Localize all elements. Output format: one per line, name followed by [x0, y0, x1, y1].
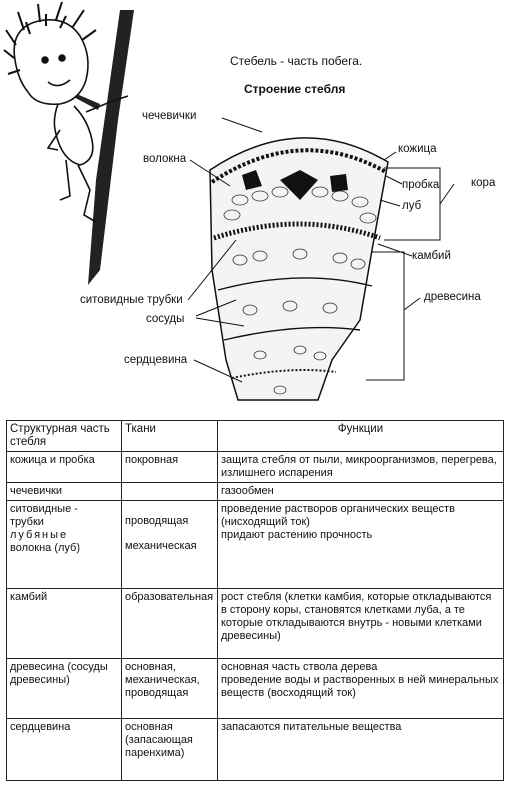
cell-tissue: образовательная [122, 589, 218, 659]
label-cambium: камбий [412, 250, 451, 262]
header-tissues: Ткани [122, 421, 218, 452]
label-wood: древесина [424, 291, 481, 303]
cell-function-line: основная часть ствола дерева [221, 661, 378, 673]
cell-tissue: основная, механическая, проводящая [122, 659, 218, 719]
label-pith: сердцевина [124, 354, 188, 366]
cell-part: древесина (сосуды древесины) [7, 659, 122, 719]
label-fibers: волокна [143, 153, 187, 165]
cell-part: сердцевина [7, 719, 122, 781]
table-header-row [7, 421, 504, 452]
cell-part [7, 501, 122, 589]
cell-function-line: придают растению прочность [221, 529, 373, 541]
cell-part: камбий [7, 589, 122, 659]
label-bast: луб [402, 200, 422, 212]
cell-part-line: волокна (луб) [10, 542, 80, 554]
cell-function-line: проведение воды и растворенных в ней минеральных веществ (восходящий ток) [221, 674, 499, 699]
cell-part: кожица и пробка [7, 452, 122, 483]
header-structural-part: Структурная часть стебля [7, 421, 122, 452]
branch-drawing [88, 10, 134, 285]
label-skin: кожица [398, 143, 437, 155]
cell-function [218, 501, 504, 589]
figure-subtitle: Строение стебля [244, 82, 346, 96]
table-row [7, 589, 504, 659]
cell-part: чечевички [7, 483, 122, 501]
cell-function: газообмен [218, 483, 504, 501]
table-row [7, 659, 504, 719]
cell-part-line: трубки [10, 516, 44, 528]
table-row [7, 452, 504, 483]
label-lenticels: чечевички [142, 110, 197, 122]
header-functions: Функции [218, 421, 504, 452]
cell-function: рост стебля (клетки камбия, которые откладываются в сторону коры, становятся клетками луба, а те которые откладываются внутрь - новыми клетками древесины) [218, 589, 504, 659]
table-row [7, 719, 504, 781]
cell-tissue-line: механическая [125, 540, 197, 552]
cell-part-line: лубяные [10, 529, 69, 541]
cell-function-line: проведение растворов органических веществ (нисходящий ток) [221, 503, 455, 528]
label-sieve-tubes: ситовидные трубки [80, 294, 183, 306]
table-row [7, 483, 504, 501]
figure-title: Стебель - часть побега. [230, 54, 363, 68]
stem-structure-table [6, 420, 504, 781]
cell-function: защита стебля от пыли, микроорганизмов, перегрева, излишнего испарения [218, 452, 504, 483]
cell-function [218, 659, 504, 719]
cell-tissue [122, 501, 218, 589]
table-row [7, 501, 504, 589]
cell-tissue [122, 483, 218, 501]
cell-tissue: основная (запасающая паренхима) [122, 719, 218, 781]
label-bark: кора [471, 177, 496, 189]
cell-part-line: ситовидные - [10, 503, 78, 515]
label-vessels: сосуды [146, 313, 185, 325]
cell-tissue: покровная [122, 452, 218, 483]
label-cork: пробка [402, 179, 440, 191]
cell-function: запасаются питательные вещества [218, 719, 504, 781]
cell-tissue-line: проводящая [125, 515, 189, 527]
